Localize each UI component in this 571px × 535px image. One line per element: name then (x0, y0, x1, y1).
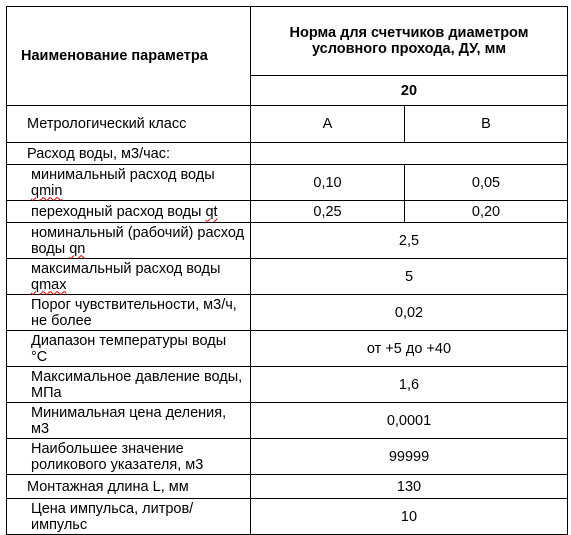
row-label-text: максимальный расход воды (31, 260, 221, 277)
row-label (7, 201, 251, 223)
row-label: Наибольшее значение роликового указателя, м3 (7, 439, 251, 475)
table-row (7, 475, 568, 499)
row-label: Цена импульса, литров/импульс (7, 499, 251, 535)
table-row (7, 295, 568, 331)
value-cell: 1,6 (251, 367, 568, 403)
class-a-cell: 0,10 (251, 165, 405, 201)
table-row (7, 223, 568, 259)
value-cell: 130 (251, 475, 568, 499)
param-column-header: Наименование параметра (7, 7, 251, 106)
value-cell: 5 (251, 259, 568, 295)
value-cell: 0,02 (251, 295, 568, 331)
table-row (7, 403, 568, 439)
row-label: Диапазон температуры воды °С (7, 331, 251, 367)
row-label: Порог чувствительности, м3/ч, не более (7, 295, 251, 331)
table-row (7, 367, 568, 403)
table-row (7, 331, 568, 367)
table-row (7, 106, 568, 143)
row-label (7, 165, 251, 201)
value-cell: 10 (251, 499, 568, 535)
row-label: Монтажная длина L, мм (7, 475, 251, 499)
spellcheck-mark: qmin (31, 182, 63, 199)
spec-table (6, 6, 568, 535)
class-b-cell: 0,20 (405, 201, 568, 223)
spellcheck-mark: qt (205, 203, 218, 220)
value-cell: 0,0001 (251, 403, 568, 439)
class-a-cell: 0,25 (251, 201, 405, 223)
diameter-value: 20 (251, 76, 568, 106)
table-row (7, 201, 568, 223)
class-b-cell: 0,05 (405, 165, 568, 201)
table-row (7, 259, 568, 295)
norm-column-header: Норма для счетчиков диаметром условного прохода, ДУ, мм (251, 7, 568, 76)
row-label (7, 259, 251, 295)
header-row (7, 7, 568, 76)
row-label: Минимальная цена деления, м3 (7, 403, 251, 439)
row-label-text: переходный расход воды (31, 203, 206, 220)
table-row (7, 143, 568, 165)
row-label-text: номинальный (рабочий) расход воды (31, 224, 245, 257)
table-row (7, 499, 568, 535)
row-label-text: минимальный расход воды (31, 166, 215, 183)
row-label: Расход воды, м3/час: (7, 143, 251, 165)
spellcheck-mark: qmax (31, 276, 67, 293)
row-label (7, 223, 251, 259)
value-cell: от +5 до +40 (251, 331, 568, 367)
value-cell: 99999 (251, 439, 568, 475)
empty-cell (251, 143, 568, 165)
class-b-cell: В (405, 106, 568, 143)
row-label: Максимальное давление воды, МПа (7, 367, 251, 403)
class-a-cell: А (251, 106, 405, 143)
value-cell: 2,5 (251, 223, 568, 259)
row-label: Метрологический класс (7, 106, 251, 143)
spellcheck-mark: qn (69, 240, 86, 257)
table-row (7, 165, 568, 201)
table-row (7, 439, 568, 475)
